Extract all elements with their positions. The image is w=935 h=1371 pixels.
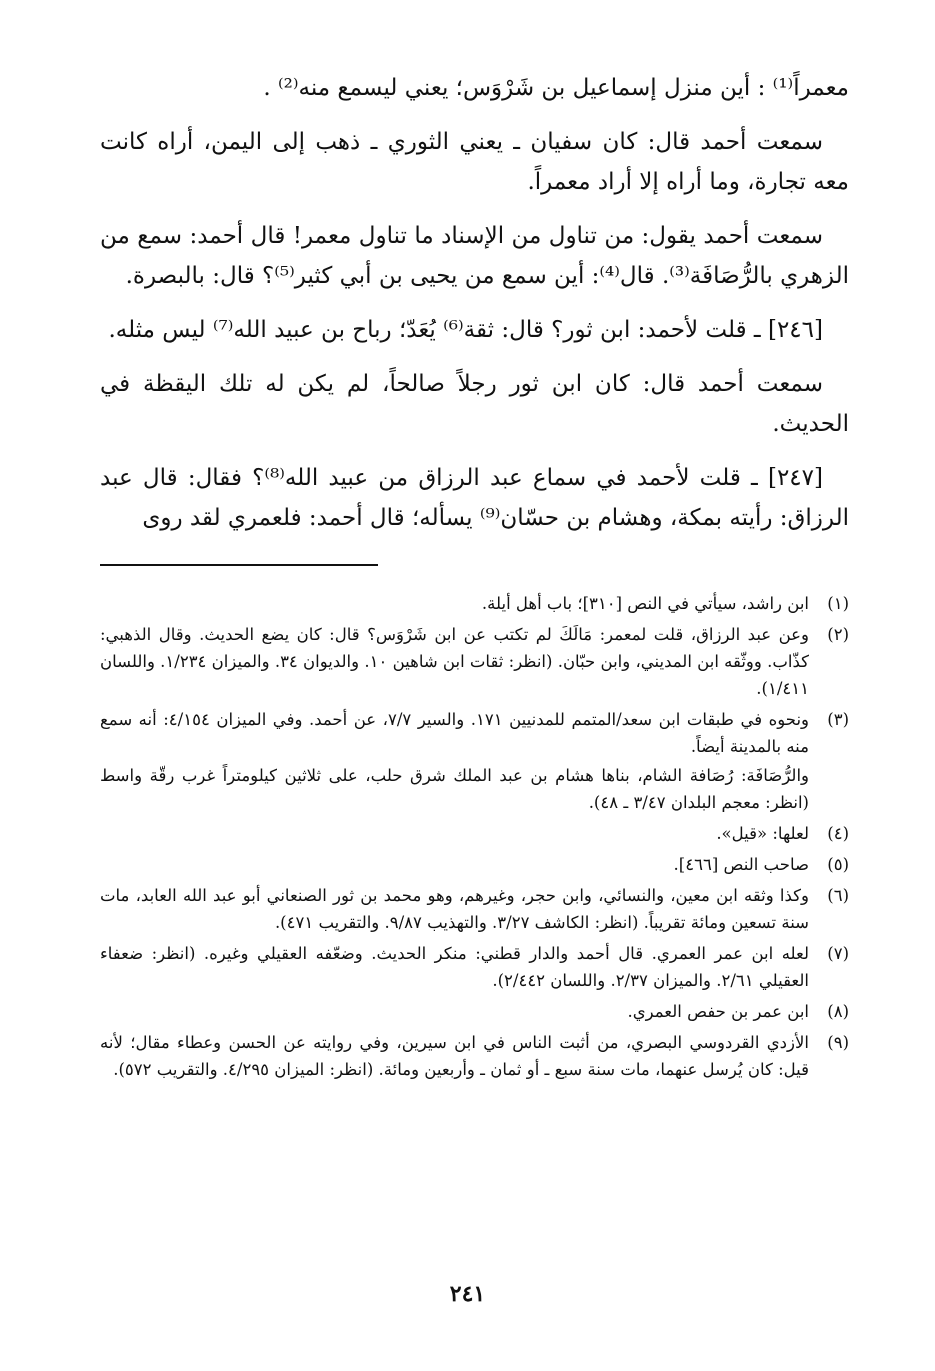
footnote-6 bbox=[100, 882, 849, 936]
footnote-number: (٨) bbox=[827, 1002, 849, 1021]
paragraph-5: سمعت أحمد قال: كان ابن ثور رجلاً صالحاً، لم يكن له تلك اليقظة في الحديث. bbox=[100, 371, 849, 437]
footnote-4 bbox=[100, 820, 849, 847]
footnote-7 bbox=[100, 940, 849, 994]
footnote-8 bbox=[100, 998, 849, 1025]
footnote-number: (٧) bbox=[827, 944, 849, 963]
footnote-separator bbox=[100, 564, 378, 566]
footnote-2 bbox=[100, 621, 849, 702]
footnote-text: وكذا وثقه ابن معين، والنسائي، وابن حجر، وغيرهم، وهو محمد بن ثور الصنعاني أبو عبد الله العابد، مات سنة تسعين ومائة تقريباً. (انظر: الكاشف ٣/٢٧. والتهذيب ٩/٨٧. والتقريب ٤٧١). bbox=[100, 886, 809, 932]
footnote-text: ابن راشد، سيأتي في النص [٣١٠]؛ باب أهل أيلة. bbox=[481, 594, 809, 613]
footnote-number: (٩) bbox=[827, 1033, 849, 1052]
footnote-text: ونحوه في طبقات ابن سعد/المتمم للمدنيين ١٧١. والسير ٧/٧، عن أحمد. وفي الميزان ٤/١٥٤: أنه سمع منه بالمدينة أيضاً. bbox=[100, 710, 810, 756]
footnote-text: ابن عمر بن حفص العمري. bbox=[627, 1002, 809, 1021]
footnote-5 bbox=[100, 851, 849, 878]
paragraph-4: [٢٤٦] ـ قلت لأحمد: ابن ثور؟ قال: ثقة⁽⁶⁾ يُعَدّ؛ رباح بن عبيد الله⁽⁷⁾ ليس مثله. bbox=[108, 317, 823, 343]
footnote-text: وعن عبد الرزاق، قلت لمعمر: مَالَكَ لم تكتب عن ابن شَرْوَس؟ قال: كان يضع الحديث. وقال الذهبي: كذّاب. ووثّقه ابن المديني، وابن حبّان. (انظر: ثقات ابن شاهين ١٠. والديوان ٣٤. والميزان ١/٢٣٤. واللسان ١/٤١١). bbox=[100, 625, 809, 698]
paragraph-1: معمراً⁽¹⁾ : أين منزل إسماعيل بن شَرْوَس؛ يعني ليسمع منه⁽²⁾ . bbox=[263, 75, 849, 101]
page-number: ٢٤١ bbox=[449, 1281, 486, 1307]
main-text bbox=[100, 68, 849, 538]
footnote-9 bbox=[100, 1029, 849, 1083]
footnote-3 bbox=[100, 706, 849, 816]
paragraph-6: [٢٤٧] ـ قلت لأحمد في سماع عبد الرزاق من عبيد الله⁽⁸⁾؟ فقال: قال عبد الرزاق: رأيته بمكة، وهشام بن حسّان⁽⁹⁾ يسأله؛ قال أحمد: فلعمري لقد روى bbox=[100, 465, 849, 531]
footnote-text: الأزدي القردوسي البصري، من أثبت الناس في ابن سيرين، وفي روايته عن الحسن وعطاء مقال؛ لأنه قيل: كان يُرسل عنهما، مات سنة سبع ـ أو ثمان ـ وأربعين ومائة. (انظر: الميزان ٤/٢٩٥. والتقريب ٥٧٢). bbox=[100, 1033, 809, 1079]
footnote-text: لعلها: «قيل». bbox=[716, 824, 809, 843]
footnote-text: لعله ابن عمر العمري. قال أحمد والدار قطني: منكر الحديث. وضعّفه العقيلي وغيره. (انظر: ضعفاء العقيلي ٢/٦١. والميزان ٢/٣٧. واللسان ٢/٤٤٢). bbox=[100, 944, 809, 990]
footnote-number: (١) bbox=[827, 594, 849, 613]
footnote-number: (٦) bbox=[827, 886, 849, 905]
paragraph-3: سمعت أحمد يقول: من تناول من الإسناد ما تناول معمر! قال أحمد: سمع من الزهري بالرُّصَافَة⁽³⁾. قال⁽⁴⁾: أين سمع من يحيى بن أبي كثير⁽⁵⁾؟ قال: بالبصرة. bbox=[100, 223, 849, 289]
footnote-1 bbox=[100, 590, 849, 617]
footnote-number: (٤) bbox=[827, 824, 849, 843]
footnote-text: صاحب النص [٤٦٦]. bbox=[673, 855, 809, 874]
footnote-number: (٢) bbox=[827, 625, 849, 644]
footnote-number: (٣) bbox=[827, 710, 849, 729]
footnotes-list bbox=[100, 590, 849, 1083]
footnote-separator-wrap bbox=[100, 552, 849, 590]
footnote-number: (٥) bbox=[827, 855, 849, 874]
paragraph-2: سمعت أحمد قال: كان سفيان ـ يعني الثوري ـ ذهب إلى اليمن، أراه كانت معه تجارة، وما أراه إلا أراد معمراً. bbox=[100, 129, 849, 195]
footnote-subtext: والرُّصَافَة: رُصَافة الشام، بناها هشام بن عبد الملك شرق حلب، على ثلاثين كيلومتراً غرب رقّة واسط (انظر: معجم البلدان ٣/٤٧ ـ ٤٨). bbox=[100, 766, 809, 812]
